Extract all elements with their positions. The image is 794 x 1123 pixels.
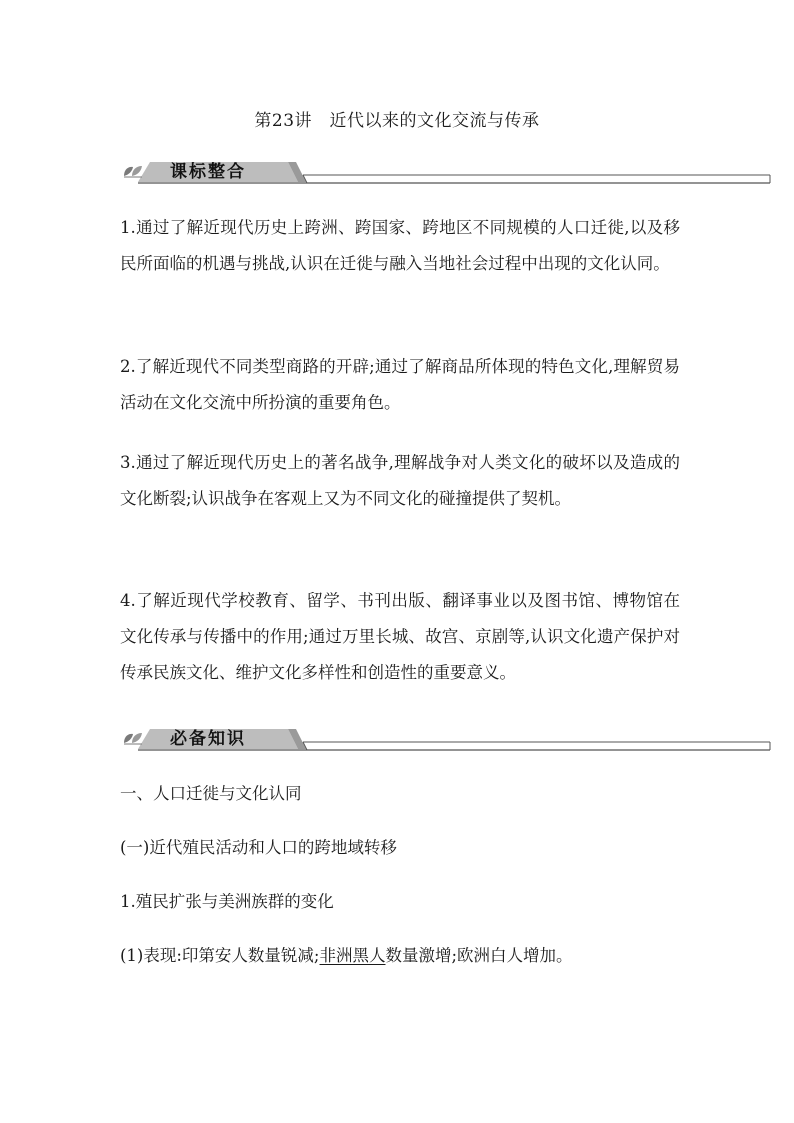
page-title: 第23讲 近代以来的文化交流与传承 — [254, 111, 540, 131]
knowledge-heading-2: (一)近代殖民活动和人口的跨地域转移 — [120, 838, 397, 857]
curriculum-item: 1.通过了解近现代历史上跨洲、跨国家、跨地区不同规模的人口迁徙,以及移民所面临的机遇与挑战,认识在迁徙与融入当地社会过程中出现的文化认同。 — [120, 218, 680, 273]
curriculum-item: 2.了解近现代不同类型商路的开辟;通过了解商品所体现的特色文化,理解贸易活动在文化交流中所扮演的重要角色。 — [120, 357, 680, 412]
section-title-knowledge: 必备知识 — [170, 729, 246, 749]
curriculum-item: 3.通过了解近现代历史上的著名战争,理解战争对人类文化的破坏以及造成的文化断裂;认识战争在客观上又为不同文化的碰撞提供了契机。 — [120, 453, 680, 508]
knowledge-item-1 — [120, 944, 573, 968]
knowledge-item-1-prefix: (1)表现:印第安人数量锐减; — [120, 946, 320, 965]
section-title-curriculum: 课标整合 — [170, 162, 246, 182]
leaf-icon — [120, 160, 146, 180]
section-banner-curriculum — [120, 160, 772, 182]
section-banner-knowledge — [120, 727, 772, 749]
fill-blank-answer: 非洲黑人 — [319, 946, 386, 965]
knowledge-item-1-suffix: 数量激增;欧洲白人增加。 — [385, 946, 573, 965]
knowledge-heading-3: 1.殖民扩张与美洲族群的变化 — [120, 892, 334, 911]
curriculum-item: 4.了解近现代学校教育、留学、书刊出版、翻译事业以及图书馆、博物馆在文化传承与传播中的作用;通过万里长城、故宫、京剧等,认识文化遗产保护对传承民族文化、维护文化多样性和创造性的重要意义。 — [120, 591, 680, 682]
leaf-icon — [120, 727, 146, 747]
knowledge-heading-1: 一、人口迁徙与文化认同 — [120, 784, 302, 803]
